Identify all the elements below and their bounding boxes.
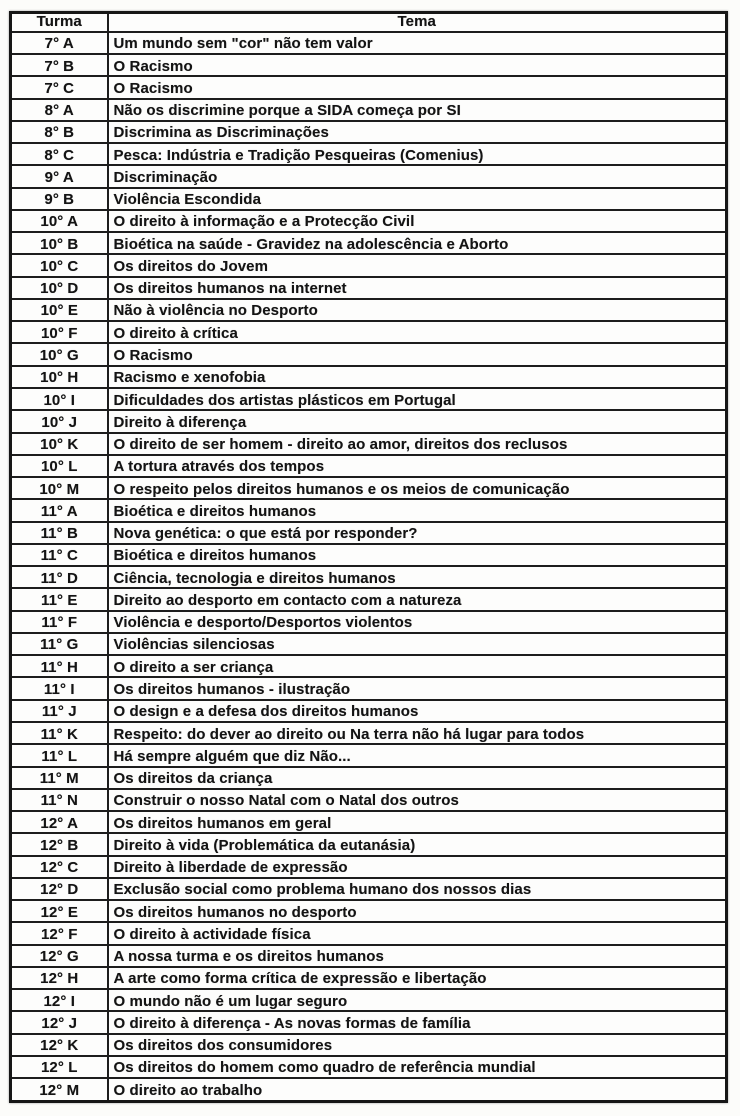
turma-cell: 10° L — [11, 455, 108, 477]
turma-cell: 10° E — [11, 299, 108, 321]
table-row — [11, 499, 727, 521]
turma-cell: 9° A — [11, 165, 108, 187]
turma-cell: 11° B — [11, 522, 108, 544]
turma-cell: 7° B — [11, 54, 108, 76]
turma-cell: 11° C — [11, 544, 108, 566]
tema-cell: Racismo e xenofobia — [108, 366, 727, 388]
table-row — [11, 210, 727, 232]
tema-cell: Um mundo sem "cor" não tem valor — [108, 32, 727, 54]
tema-cell: Bioética na saúde - Gravidez na adolescência e Aborto — [108, 232, 727, 254]
turma-cell: 10° M — [11, 477, 108, 499]
table-row — [11, 544, 727, 566]
tema-cell: O direito à diferença - As novas formas de família — [108, 1011, 727, 1033]
table-row — [11, 1078, 727, 1101]
tema-cell: O Racismo — [108, 76, 727, 98]
tema-cell: O design e a defesa dos direitos humanos — [108, 700, 727, 722]
turma-cell: 12° I — [11, 989, 108, 1011]
tema-cell: Não à violência no Desporto — [108, 299, 727, 321]
turma-cell: 10° F — [11, 321, 108, 343]
table-row — [11, 967, 727, 989]
tema-cell: Os direitos da criança — [108, 767, 727, 789]
turma-cell: 10° B — [11, 232, 108, 254]
table-row — [11, 1011, 727, 1033]
table-row — [11, 611, 727, 633]
tema-cell: Bioética e direitos humanos — [108, 499, 727, 521]
tema-cell: O direito a ser criança — [108, 655, 727, 677]
tema-cell: Os direitos humanos na internet — [108, 277, 727, 299]
turma-cell: 11° A — [11, 499, 108, 521]
turma-cell: 9° B — [11, 188, 108, 210]
turma-cell: 10° J — [11, 410, 108, 432]
turma-cell: 11° G — [11, 633, 108, 655]
table-row — [11, 254, 727, 276]
turma-cell: 12° D — [11, 878, 108, 900]
table-row — [11, 655, 727, 677]
table-row — [11, 143, 727, 165]
turma-cell: 11° L — [11, 744, 108, 766]
tema-cell: A tortura através dos tempos — [108, 455, 727, 477]
table-row — [11, 99, 727, 121]
tema-cell: Não os discrimine porque a SIDA começa por SI — [108, 99, 727, 121]
table-row — [11, 878, 727, 900]
turma-cell: 10° A — [11, 210, 108, 232]
table-row — [11, 945, 727, 967]
tema-cell: Ciência, tecnologia e direitos humanos — [108, 566, 727, 588]
table-row — [11, 433, 727, 455]
table-row — [11, 700, 727, 722]
turma-cell: 11° N — [11, 789, 108, 811]
turma-cell: 11° K — [11, 722, 108, 744]
table-body — [11, 32, 727, 1102]
table-row — [11, 477, 727, 499]
table-row — [11, 722, 727, 744]
tema-cell: O direito ao trabalho — [108, 1078, 727, 1101]
turma-cell: 12° L — [11, 1056, 108, 1078]
turma-cell: 11° D — [11, 566, 108, 588]
table-row — [11, 232, 727, 254]
turma-cell: 11° E — [11, 588, 108, 610]
tema-cell: Violência e desporto/Desportos violentos — [108, 611, 727, 633]
tema-cell: A nossa turma e os direitos humanos — [108, 945, 727, 967]
turma-cell: 10° G — [11, 343, 108, 365]
turma-cell: 11° M — [11, 767, 108, 789]
turma-tema-table — [9, 11, 728, 1103]
turma-cell: 8° C — [11, 143, 108, 165]
table-row — [11, 54, 727, 76]
turma-cell: 11° F — [11, 611, 108, 633]
table-row — [11, 900, 727, 922]
turma-cell: 12° G — [11, 945, 108, 967]
table-row — [11, 121, 727, 143]
turma-cell: 7° C — [11, 76, 108, 98]
tema-cell: Respeito: do dever ao direito ou Na terra não há lugar para todos — [108, 722, 727, 744]
table-row — [11, 833, 727, 855]
tema-cell: O Racismo — [108, 343, 727, 365]
table-row — [11, 767, 727, 789]
turma-cell: 12° E — [11, 900, 108, 922]
table-row — [11, 1034, 727, 1056]
table-row — [11, 789, 727, 811]
tema-cell: Dificuldades dos artistas plásticos em Portugal — [108, 388, 727, 410]
table-row — [11, 188, 727, 210]
table-row — [11, 455, 727, 477]
tema-cell: Exclusão social como problema humano dos nossos dias — [108, 878, 727, 900]
table-row — [11, 922, 727, 944]
tema-cell: Há sempre alguém que diz Não... — [108, 744, 727, 766]
tema-cell: Os direitos humanos no desporto — [108, 900, 727, 922]
tema-cell: Os direitos do Jovem — [108, 254, 727, 276]
tema-cell: Discriminação — [108, 165, 727, 187]
tema-cell: Os direitos humanos - ilustração — [108, 677, 727, 699]
tema-cell: Direito à vida (Problemática da eutanásia) — [108, 833, 727, 855]
tema-cell: O direito à crítica — [108, 321, 727, 343]
table-row — [11, 1056, 727, 1078]
turma-cell: 10° K — [11, 433, 108, 455]
table-row — [11, 410, 727, 432]
table-row — [11, 321, 727, 343]
tema-cell: Os direitos dos consumidores — [108, 1034, 727, 1056]
tema-cell: Nova genética: o que está por responder? — [108, 522, 727, 544]
table-row — [11, 76, 727, 98]
tema-cell: O direito de ser homem - direito ao amor, direitos dos reclusos — [108, 433, 727, 455]
table-row — [11, 744, 727, 766]
tema-cell: A arte como forma crítica de expressão e libertação — [108, 967, 727, 989]
turma-cell: 7° A — [11, 32, 108, 54]
turma-cell: 10° D — [11, 277, 108, 299]
table-row — [11, 856, 727, 878]
table-row — [11, 165, 727, 187]
turma-cell: 8° B — [11, 121, 108, 143]
tema-cell: Construir o nosso Natal com o Natal dos outros — [108, 789, 727, 811]
tema-cell: Os direitos humanos em geral — [108, 811, 727, 833]
turma-cell: 12° F — [11, 922, 108, 944]
table-row — [11, 633, 727, 655]
turma-cell: 12° B — [11, 833, 108, 855]
turma-cell: 12° H — [11, 967, 108, 989]
tema-cell: Bioética e direitos humanos — [108, 544, 727, 566]
turma-cell: 12° C — [11, 856, 108, 878]
tema-cell: Discrimina as Discriminações — [108, 121, 727, 143]
tema-cell: Violências silenciosas — [108, 633, 727, 655]
table-row — [11, 677, 727, 699]
turma-cell: 11° J — [11, 700, 108, 722]
tema-cell: Direito à diferença — [108, 410, 727, 432]
table-row — [11, 522, 727, 544]
tema-cell: O direito à informação e a Protecção Civil — [108, 210, 727, 232]
table-row — [11, 277, 727, 299]
table-row — [11, 343, 727, 365]
table-row — [11, 588, 727, 610]
table-row — [11, 566, 727, 588]
tema-cell: Direito ao desporto em contacto com a natureza — [108, 588, 727, 610]
turma-cell: 12° M — [11, 1078, 108, 1101]
tema-cell: Violência Escondida — [108, 188, 727, 210]
tema-cell: O mundo não é um lugar seguro — [108, 989, 727, 1011]
turma-cell: 10° C — [11, 254, 108, 276]
tema-cell: Direito à liberdade de expressão — [108, 856, 727, 878]
table-row — [11, 811, 727, 833]
turma-cell: 8° A — [11, 99, 108, 121]
turma-cell: 12° K — [11, 1034, 108, 1056]
table-row — [11, 366, 727, 388]
turma-cell: 11° I — [11, 677, 108, 699]
column-header-turma: Turma — [11, 13, 108, 32]
tema-cell: O Racismo — [108, 54, 727, 76]
table-row — [11, 299, 727, 321]
table-row — [11, 989, 727, 1011]
table-row — [11, 32, 727, 54]
tema-cell: O respeito pelos direitos humanos e os meios de comunicação — [108, 477, 727, 499]
turma-cell: 10° I — [11, 388, 108, 410]
column-header-tema: Tema — [108, 13, 727, 32]
turma-cell: 12° A — [11, 811, 108, 833]
table-header-row — [11, 13, 727, 32]
turma-cell: 12° J — [11, 1011, 108, 1033]
tema-cell: O direito à actividade física — [108, 922, 727, 944]
turma-cell: 10° H — [11, 366, 108, 388]
tema-cell: Pesca: Indústria e Tradição Pesqueiras (Comenius) — [108, 143, 727, 165]
table-row — [11, 388, 727, 410]
tema-cell: Os direitos do homem como quadro de referência mundial — [108, 1056, 727, 1078]
turma-cell: 11° H — [11, 655, 108, 677]
